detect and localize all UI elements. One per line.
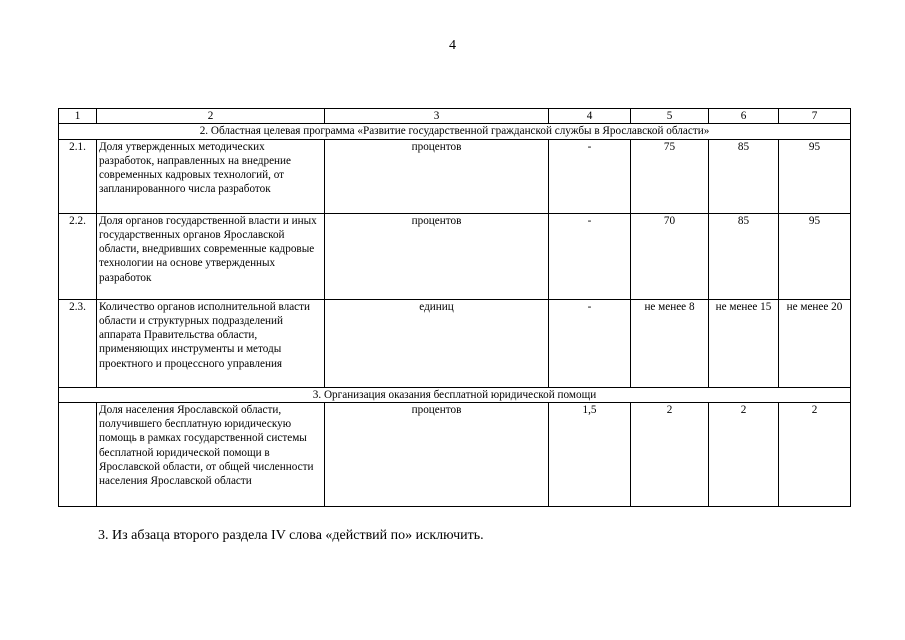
base-value-cell: - <box>549 213 631 299</box>
value-col6: 2 <box>709 402 779 506</box>
value-col5: не менее 8 <box>631 299 709 387</box>
unit-cell: единиц <box>325 299 549 387</box>
column-header: 6 <box>709 109 779 124</box>
table-header-row <box>59 109 851 124</box>
value-col6: 85 <box>709 139 779 213</box>
value-col5: 70 <box>631 213 709 299</box>
indicators-table <box>58 108 851 507</box>
indicator-name: Доля утвержденных методических разработок, направленных на внедрение современных кадровых технологий, от запланированного числа разработок <box>97 139 325 213</box>
table-row <box>59 139 851 213</box>
base-value-cell: 1,5 <box>549 402 631 506</box>
section-2-row <box>59 124 851 139</box>
section-2-title: 2. Областная целевая программа «Развитие государственной гражданской службы в Ярославской области» <box>59 124 851 139</box>
unit-cell: процентов <box>325 139 549 213</box>
section-3-title: 3. Организация оказания бесплатной юридической помощи <box>59 387 851 402</box>
column-header: 1 <box>59 109 97 124</box>
unit-cell: процентов <box>325 402 549 506</box>
value-col7: 95 <box>779 139 851 213</box>
value-col6: не менее 15 <box>709 299 779 387</box>
column-header: 7 <box>779 109 851 124</box>
value-col5: 2 <box>631 402 709 506</box>
value-col5: 75 <box>631 139 709 213</box>
row-number: 2.1. <box>59 139 97 213</box>
indicator-name: Количество органов исполнительной власти области и структурных подразделений аппарата Правительства области, применяющих инструменты и методы проектного и процессного управления <box>97 299 325 387</box>
value-col6: 85 <box>709 213 779 299</box>
row-number <box>59 402 97 506</box>
amendment-paragraph: 3. Из абзаца второго раздела IV слова «действий по» исключить. <box>98 528 484 543</box>
column-header: 4 <box>549 109 631 124</box>
section-3-row <box>59 387 851 402</box>
row-number: 2.3. <box>59 299 97 387</box>
value-col7: не менее 20 <box>779 299 851 387</box>
value-col7: 95 <box>779 213 851 299</box>
table-row <box>59 402 851 506</box>
page-number: 4 <box>449 38 456 53</box>
table-row <box>59 213 851 299</box>
indicator-name: Доля органов государственной власти и иных государственных органов Ярославской области, внедривших современные кадровые технологии на основе утвержденных разработок <box>97 213 325 299</box>
column-header: 2 <box>97 109 325 124</box>
base-value-cell: - <box>549 139 631 213</box>
table-row <box>59 299 851 387</box>
column-header: 5 <box>631 109 709 124</box>
unit-cell: процентов <box>325 213 549 299</box>
base-value-cell: - <box>549 299 631 387</box>
indicator-name: Доля населения Ярославской области, получившего бесплатную юридическую помощь в рамках государственной системы бесплатной юридической помощи в Ярославской области, от общей численности населения Ярославской области <box>97 402 325 506</box>
column-header: 3 <box>325 109 549 124</box>
row-number: 2.2. <box>59 213 97 299</box>
value-col7: 2 <box>779 402 851 506</box>
